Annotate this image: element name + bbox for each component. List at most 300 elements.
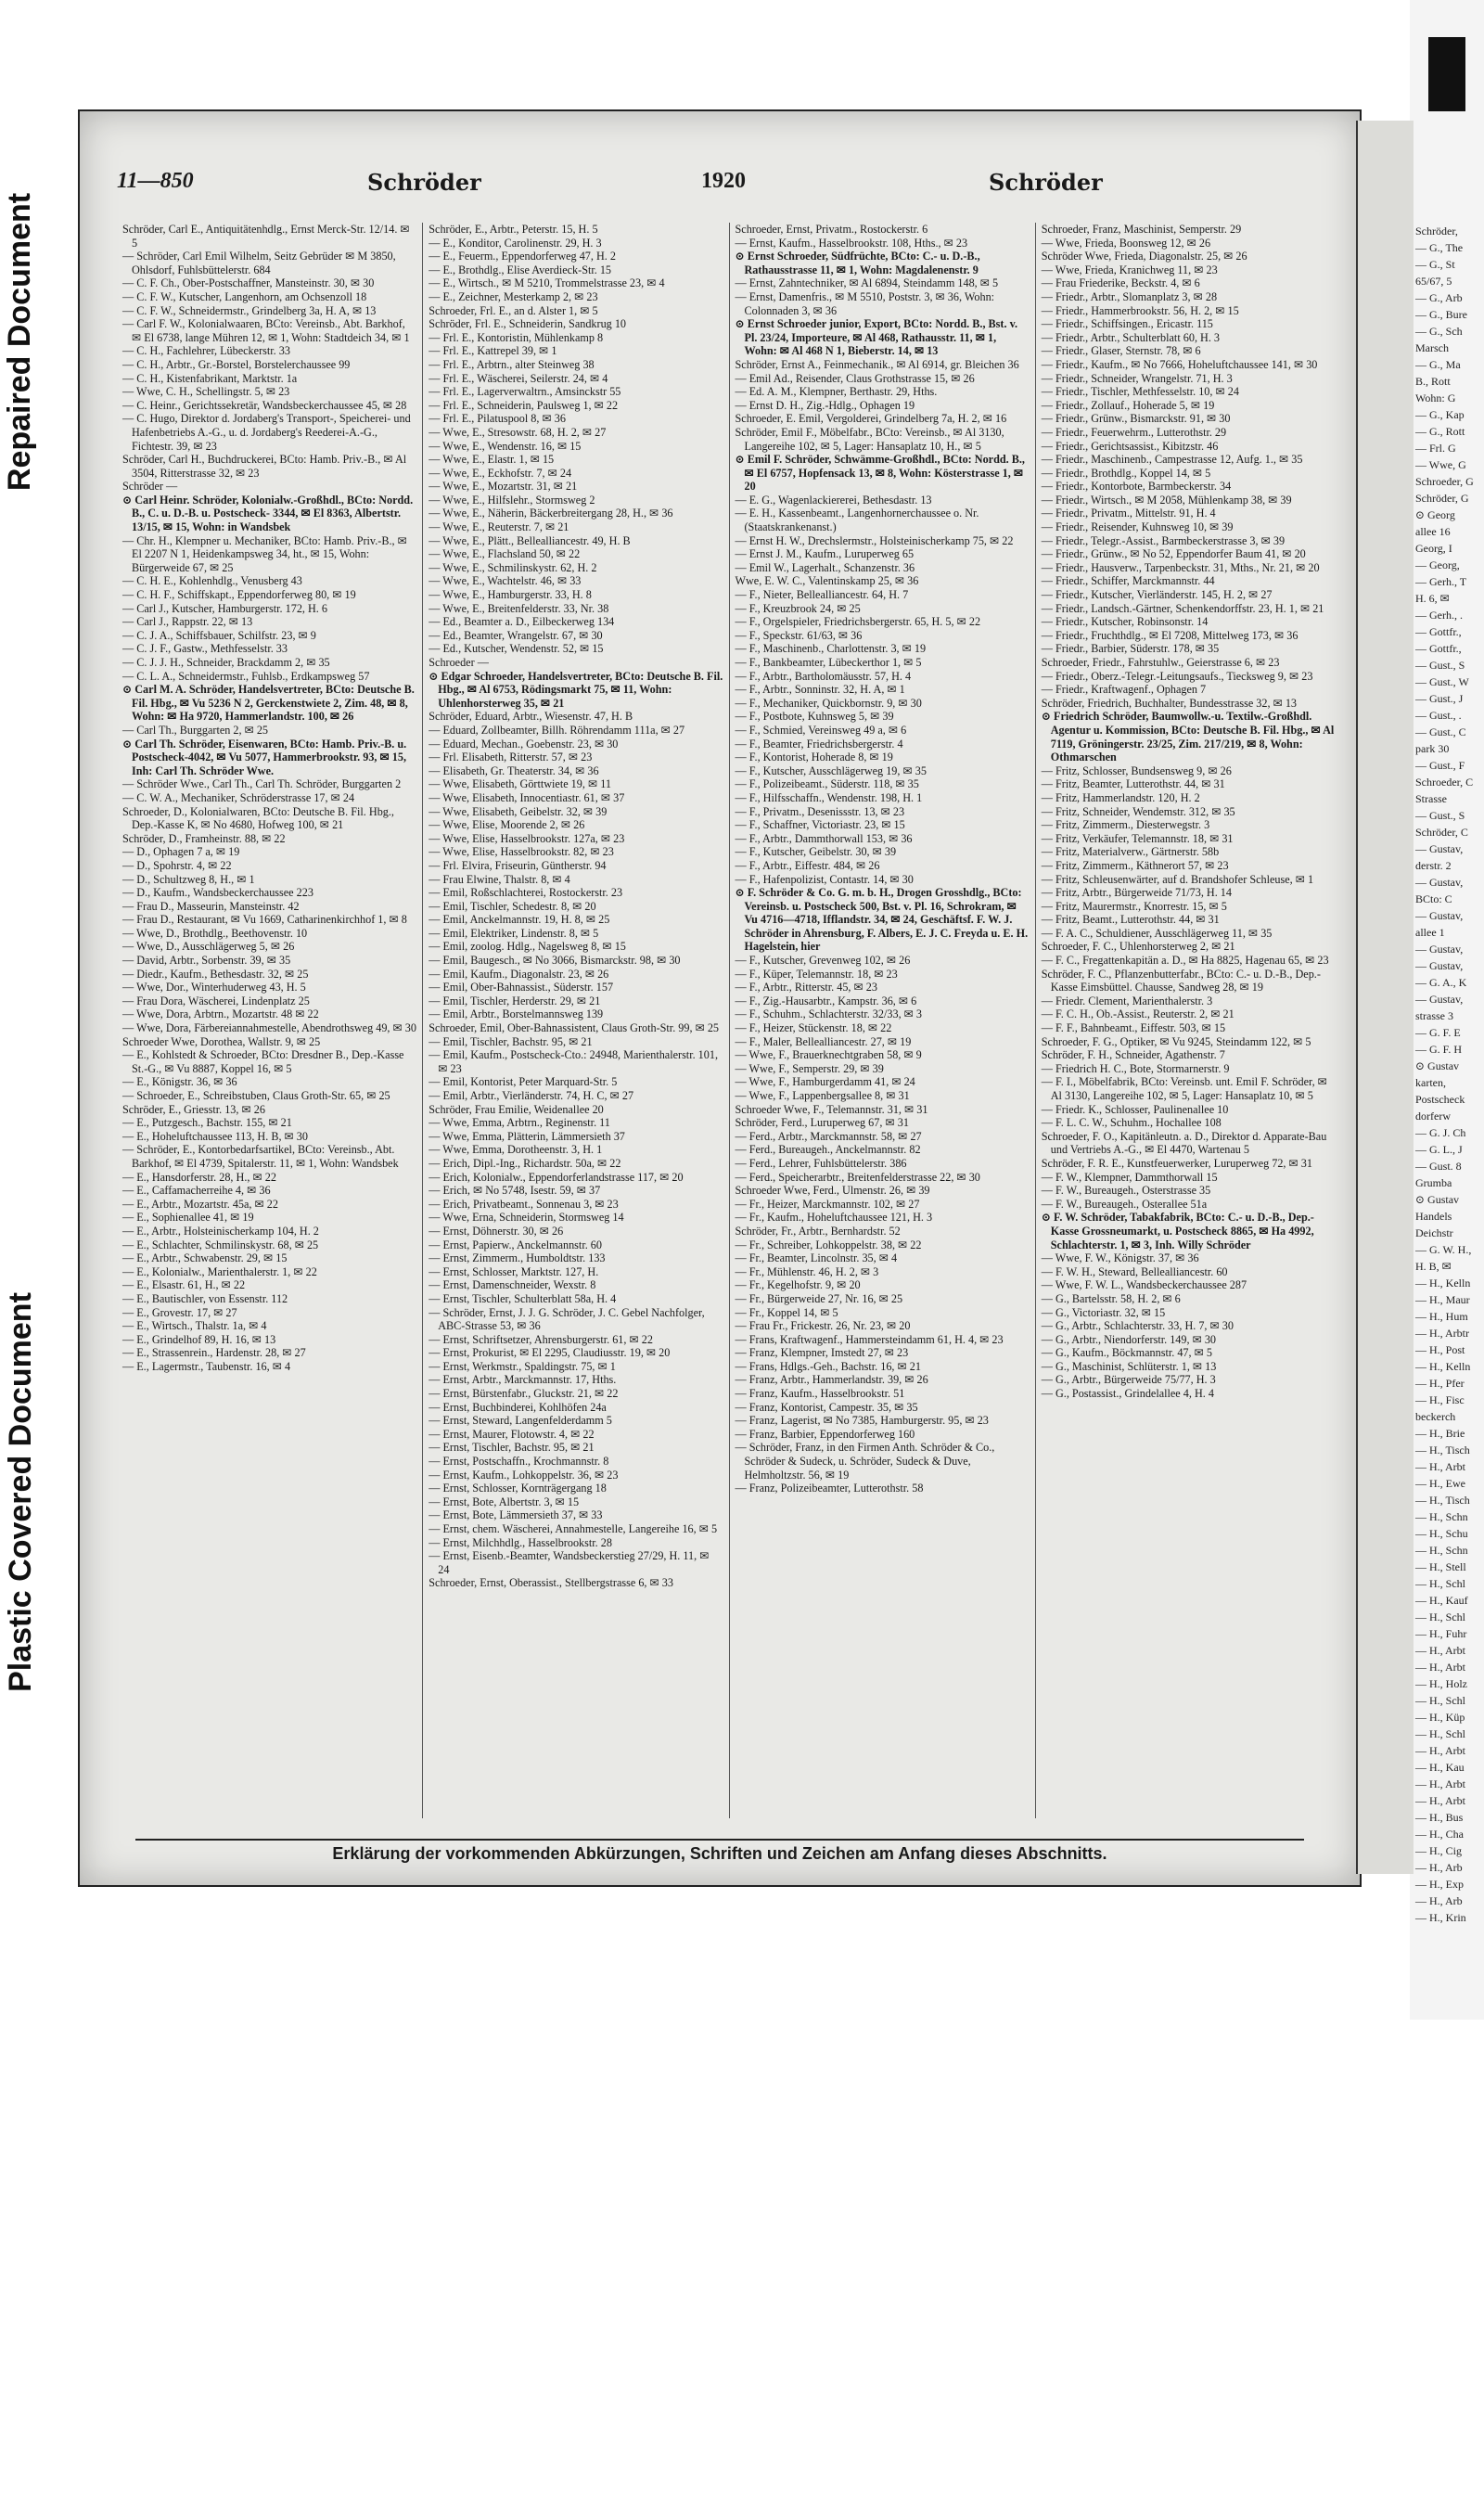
fragment-line: — H., Schl — [1415, 1727, 1465, 1740]
directory-entry: — Wwe, C. H., Schellingstr. 5, ✉ 23 — [122, 385, 290, 399]
fragment-line: — G., Rott — [1415, 425, 1465, 438]
directory-entry: — F., Speckstr. 61/63, ✉ 36 — [735, 628, 863, 642]
directory-entry: — Ernst, Zahntechniker, ✉ Al 6894, Steindamm 148, ✉ 5 — [735, 276, 999, 290]
fragment-line: — H., Arbt — [1415, 1661, 1465, 1674]
directory-entry: — C. W. A., Mechaniker, Schröderstrasse 17, ✉ 24 — [122, 790, 355, 804]
directory-entry: — Wwe, E., Schmilinskystr. 62, H. 2 — [429, 560, 597, 574]
directory-entry: Schroeder Wwe, Dorothea, Wallstr. 9, ✉ 25 — [122, 1034, 321, 1048]
directory-entry: — Wwe, E., Näherin, Bäckerbreitergang 28, H., ✉ 36 — [429, 507, 673, 520]
directory-entry: — Emil, Kontorist, Peter Marquard-Str. 5 — [429, 1075, 618, 1089]
directory-entry: Schroeder — — [429, 656, 489, 669]
directory-entry: — C. H., Arbtr., Gr.-Borstel, Borstelerchaussee 99 — [122, 357, 351, 371]
fragment-line: — H., Post — [1415, 1343, 1465, 1356]
directory-entry: — Frl. E., Wäscherei, Seilerstr. 24, ✉ 4 — [429, 371, 608, 385]
directory-entry: ⊙ Friedrich Schröder, Baumwollw.-u. Textilw.-Großhdl. Agentur u. Kommission, BCto: Deutsche B. Fil. Hbg., ✉ Al 7119, Gröningerstr. 23/25, Zim. 217/219, ✉ 8, Wohn: Othmarschen — [1041, 710, 1335, 764]
directory-entry: — F. L. C. W., Schuhm., Hochallee 108 — [1041, 1116, 1222, 1130]
directory-entry: — Ernst, Bote, Albertstr. 3, ✉ 15 — [429, 1495, 580, 1508]
header-name-right: Schröder — [989, 169, 1103, 196]
directory-entry: — Wwe, Dora, Färbereiannahmestelle, Abendrothsweg 49, ✉ 30 — [122, 1021, 416, 1035]
fragment-line: — H., Schl — [1415, 1694, 1465, 1707]
directory-entry: — Wwe, Dor., Winterhuderweg 43, H. 5 — [122, 981, 306, 994]
directory-entry: Schroeder, Emil, Ober-Bahnassistent, Claus Groth-Str. 99, ✉ 25 — [429, 1021, 720, 1035]
fragment-line: BCto: C — [1415, 892, 1452, 905]
directory-entry: — Ernst, Postschaffn., Krochmannstr. 8 — [429, 1455, 609, 1469]
directory-entry: — Schröder, Carl Emil Wilhelm, Seitz Gebrüder ✉ M 3850, Ohlsdorf, Fuhlsbüttelerstr. 684 — [122, 250, 396, 276]
directory-entry: Schroeder, E. Emil, Vergolderei, Grindelberg 7a, H. 2, ✉ 16 — [735, 412, 1007, 426]
directory-entry: — Ernst, Arbtr., Marckmannstr. 17, Hths. — [429, 1373, 617, 1387]
directory-entry: — Friedr., Barbier, Süderstr. 178, ✉ 35 — [1041, 642, 1220, 656]
fragment-line: allee 1 — [1415, 926, 1445, 939]
directory-entry: — Emil, Arbtr., Vierländerstr. 74, H. C, ✉ 27 — [429, 1089, 634, 1102]
directory-entry: — F. C., Fregattenkapitän a. D., ✉ Ha 8825, Hagenau 65, ✉ 23 — [1041, 954, 1329, 968]
column-1 — [117, 223, 422, 1818]
fragment-line: — H., Schn — [1415, 1510, 1468, 1523]
adjacent-page-fragment — [1415, 223, 1484, 1924]
directory-entry: Schröder — — [122, 480, 178, 494]
directory-entry: Schröder, D., Framheinstr. 88, ✉ 22 — [122, 831, 286, 845]
directory-entry: — Fritz, Arbtr., Bürgerweide 71/73, H. 14 — [1041, 886, 1232, 900]
fragment-line: H. B, ✉ — [1415, 1260, 1452, 1273]
directory-entry: — G., Maschinist, Schlüterstr. 1, ✉ 13 — [1041, 1359, 1217, 1373]
fragment-line: Schroeder, G — [1415, 475, 1474, 488]
directory-entry: Schröder, Carl H., Buchdruckerei, BCto: Hamb. Priv.-B., ✉ Al 3504, Ritterstrasse 32, ✉ 23 — [122, 453, 407, 480]
fragment-line: — H., Kau — [1415, 1761, 1465, 1774]
directory-entry: — E., Arbtr., Mozartstr. 45a, ✉ 22 — [122, 1197, 278, 1211]
directory-entry: — Friedr., Kutscher, Vierländerstr. 145, H. 2, ✉ 27 — [1041, 588, 1273, 602]
fragment-line: Deichstr — [1415, 1226, 1453, 1239]
fragment-line: — G., St — [1415, 258, 1455, 271]
directory-entry: — F., Hafenpolizist, Contastr. 14, ✉ 30 — [735, 872, 914, 886]
directory-entry: — Erich, Kolonialw., Eppendorferlandstrasse 117, ✉ 20 — [429, 1170, 684, 1184]
directory-entry: — Wwe, Elisabeth, Geibelstr. 32, ✉ 39 — [429, 804, 608, 818]
fragment-line: — Frl. G — [1415, 442, 1456, 455]
directory-entry: — C. H., Fachlehrer, Lübeckerstr. 33 — [122, 344, 290, 358]
fragment-line: — H., Krin — [1415, 1911, 1466, 1924]
directory-entry: — E., Königstr. 36, ✉ 36 — [122, 1075, 237, 1089]
directory-entry: ⊙ Carl M. A. Schröder, Handelsvertreter, BCto: Deutsche B. Fil. Hbg., ✉ Vu 5236 N 2, Gerckenstwiete 2, Zim. 48, ✉ 8, Wohn: ✉ Ha 9720, Hammerlandstr. 100, ✉ 26 — [122, 683, 415, 724]
fragment-line: — H., Arbt — [1415, 1777, 1465, 1790]
directory-entry: — E., Wirtsch., ✉ M 5210, Trommelstrasse 23, ✉ 4 — [429, 276, 665, 290]
directory-entry: — F. W., Bureaugeh., Osterstrasse 35 — [1041, 1184, 1211, 1198]
directory-entry: — Franz, Kaufm., Hasselbrookstr. 51 — [735, 1387, 905, 1401]
directory-entry: — Ed., Beamter, Wrangelstr. 67, ✉ 30 — [429, 628, 603, 642]
directory-entry: — F., Arbtr., Sonninstr. 32, H. A, ✉ 1 — [735, 683, 905, 697]
fragment-line: — H., Tisch — [1415, 1494, 1470, 1507]
directory-entry: — G., Postassist., Grindelallee 4, H. 4 — [1041, 1387, 1214, 1401]
directory-entry: — Emil W., Lagerhalt., Schanzenstr. 36 — [735, 560, 915, 574]
directory-entry: — Emil, Ober-Bahnassist., Süderstr. 157 — [429, 981, 614, 994]
fragment-line: — Georg, — [1415, 558, 1460, 571]
directory-entry: — Ferd., Bureaugeh., Anckelmannstr. 82 — [735, 1143, 921, 1157]
directory-entry: — E., Konditor, Carolinenstr. 29, H. 3 — [429, 236, 602, 250]
directory-entry: Schroeder, Frl. E., an d. Alster 1, ✉ 5 — [429, 303, 598, 317]
fragment-line: — H., Bus — [1415, 1811, 1464, 1824]
directory-entry: — F. W., Bureaugeh., Osterallee 51a — [1041, 1197, 1208, 1211]
directory-entry: — Ferd., Arbtr., Marckmannstr. 58, ✉ 27 — [735, 1129, 922, 1143]
directory-entry: — C. F. W., Kutscher, Langenhorn, am Ochsenzoll 18 — [122, 289, 367, 303]
directory-entry: — David, Arbtr., Sorbenstr. 39, ✉ 35 — [122, 954, 291, 968]
directory-entry: — E., Zeichner, Mesterkamp 2, ✉ 23 — [429, 289, 598, 303]
directory-entry: — Wwe, Elise, Hasselbrookstr. 127a, ✉ 23 — [429, 831, 625, 845]
fragment-line: — H., Schl — [1415, 1610, 1465, 1623]
directory-entry: — Friedr., Feuerwehrm., Lutterothstr. 29 — [1041, 425, 1227, 439]
directory-entry: — C. F. W., Schneidermstr., Grindelberg 3a, H. A, ✉ 13 — [122, 303, 377, 317]
page-binding — [1356, 121, 1414, 1874]
fragment-line: — H., Kelln — [1415, 1360, 1471, 1373]
directory-entry: — Ernst, Zimmerm., Humboldtstr. 133 — [429, 1251, 606, 1265]
directory-entry: — Friedr., Telegr.-Assist., Barmbeckerstrasse 3, ✉ 39 — [1041, 533, 1286, 547]
directory-entry: — Wwe, Frieda, Boonsweg 12, ✉ 26 — [1041, 236, 1211, 250]
directory-entry: — Ernst H. W., Drechslermstr., Holsteinischerkamp 75, ✉ 22 — [735, 533, 1014, 547]
fragment-line: park 30 — [1415, 742, 1450, 755]
fragment-line: — Gust., J — [1415, 692, 1464, 705]
directory-entry: Schroeder, Ernst, Oberassist., Stellbergstrasse 6, ✉ 33 — [429, 1576, 673, 1590]
fragment-line: — Gust., S — [1415, 659, 1465, 672]
directory-entry: — F., Arbtr., Ritterstr. 45, ✉ 23 — [735, 981, 877, 994]
directory-entry: — Fr., Beamter, Lincolnstr. 35, ✉ 4 — [735, 1251, 898, 1265]
directory-entry: — Ed. A. M., Klempner, Berthastr. 29, Hths. — [735, 385, 938, 399]
directory-entry: — Wwe, E., Stresowstr. 68, H. 2, ✉ 27 — [429, 425, 607, 439]
directory-entry: — Wwe, E., Hilfslehr., Stormsweg 2 — [429, 493, 595, 507]
fragment-line: — H., Arb — [1415, 1894, 1463, 1907]
directory-entry: — Ed., Kutscher, Wendenstr. 52, ✉ 15 — [429, 642, 604, 656]
directory-entry: — F., Hilfsschaffn., Wendenstr. 198, H. 1 — [735, 790, 923, 804]
directory-entry: Schröder, Emil F., Möbelfabr., BCto: Vereinsb., ✉ Al 3130, Langereihe 102, ✉ 5, Lager: Hansaplatz 10, H., ✉ 5 — [735, 425, 1004, 453]
fragment-line: ⊙ Georg — [1415, 508, 1455, 521]
fragment-line: Postscheck — [1415, 1093, 1465, 1106]
directory-entry: Schroeder, D., Kolonialwaren, BCto: Deutsche B. Fil. Hbg., Dep.-Kasse K, ✉ No 4680, Hofweg 100, ✉ 21 — [122, 804, 394, 832]
fragment-line: — Gustav, — [1415, 959, 1464, 972]
directory-entry: — F., Arbtr., Dammthorwall 153, ✉ 36 — [735, 831, 913, 845]
directory-entry: — F. W. H., Steward, Bellealliancestr. 60 — [1041, 1264, 1228, 1278]
directory-entry: — Fr., Kegelhofstr. 9, ✉ 20 — [735, 1278, 861, 1292]
fragment-line: — H., Exp — [1415, 1878, 1464, 1891]
directory-entry: — Friedr., Grünw., Bismarckstr. 91, ✉ 30 — [1041, 412, 1231, 426]
directory-entry: Schroeder, Friedr., Fahrstuhlw., Geierstrasse 6, ✉ 23 — [1041, 656, 1280, 669]
directory-entry: Schroeder, F. G., Optiker, ✉ Vu 9245, Steindamm 122, ✉ 5 — [1041, 1034, 1311, 1048]
directory-entry: — E., Grovestr. 17, ✉ 27 — [122, 1305, 237, 1319]
directory-entry: — Eduard, Zollbeamter, Billh. Röhrendamm 111a, ✉ 27 — [429, 723, 685, 737]
fragment-line: — H., Tisch — [1415, 1443, 1470, 1456]
directory-entry: — Wwe, F., Brauerknechtgraben 58, ✉ 9 — [735, 1048, 922, 1062]
directory-entry: Schröder, Ferd., Luruperweg 67, ✉ 31 — [735, 1116, 909, 1130]
directory-entry: — Wwe, Elisabeth, Görttwiete 19, ✉ 11 — [429, 777, 611, 791]
fragment-line: — G. F. E — [1415, 1026, 1461, 1039]
directory-entry: — Friedr., Kaufm., ✉ No 7666, Hoheluftchaussee 141, ✉ 30 — [1041, 357, 1318, 371]
fragment-line: — Gust., . — [1415, 709, 1462, 722]
fragment-line: — Gottfr., — [1415, 642, 1462, 655]
directory-entry: — Franz, Barbier, Eppendorferweg 160 — [735, 1427, 915, 1441]
fragment-line: — G. F. H — [1415, 1043, 1463, 1056]
fragment-line: — H., Ewe — [1415, 1477, 1465, 1490]
fragment-line: — Gustav, — [1415, 943, 1464, 956]
directory-entry: ⊙ Ernst Schroeder, Südfrüchte, BCto: C.- u. D.-B., Rathausstrasse 11, ✉ 1, Wohn: Magdalenenstr. 9 — [735, 250, 980, 276]
directory-entry: — Frl. E., Schneiderin, Paulsweg 1, ✉ 22 — [429, 398, 619, 412]
directory-entry: — Schröder, Franz, in den Firmen Anth. Schröder & Co., Schröder & Sudeck, u. Schröder, Sudeck & Duve, Helmholtzstr. 56, ✉ 19 — [735, 1441, 995, 1482]
directory-entry: — D., Kaufm., Wandsbeckerchaussee 223 — [122, 886, 313, 900]
directory-entry: — Ferd., Lehrer, Fuhlsbüttelerstr. 386 — [735, 1156, 907, 1170]
directory-entry: Schröder, Carl E., Antiquitätenhdlg., Ernst Merck-Str. 12/14. ✉ 5 — [122, 223, 410, 250]
directory-entry: — Eduard, Mechan., Goebenstr. 23, ✉ 30 — [429, 737, 619, 751]
directory-entry: — Wwe, Elisabeth, Innocentiastr. 61, ✉ 37 — [429, 790, 625, 804]
directory-entry: — F., Nieter, Bellealliancestr. 64, H. 7 — [735, 588, 909, 602]
directory-entry: — Ernst J. M., Kaufm., Luruperweg 65 — [735, 547, 915, 561]
fragment-line: — H., Brie — [1415, 1427, 1465, 1440]
directory-entry: — Wwe, F., Semperstr. 29, ✉ 39 — [735, 1061, 884, 1075]
fragment-line: — H., Schn — [1415, 1544, 1468, 1557]
fragment-line: Handels — [1415, 1210, 1452, 1223]
directory-entry: — Carl J., Rappstr. 22, ✉ 13 — [122, 615, 253, 629]
directory-entry: — F., Kutscher, Grevenweg 102, ✉ 26 — [735, 954, 911, 968]
directory-entry: — E., Hansdorferstr. 28, H., ✉ 22 — [122, 1170, 276, 1184]
directory-entry: — E., Sophienallee 41, ✉ 19 — [122, 1211, 254, 1225]
directory-entry: — D., Spohrstr. 4, ✉ 22 — [122, 858, 232, 872]
directory-entry: — Fr., Koppel 14, ✉ 5 — [735, 1305, 838, 1319]
directory-entry: ⊙ F. Schröder & Co. G. m. b. H., Drogen Grosshdlg., BCto: Vereinsb. u. Postscheck 500, Bst. v. Pl. 16, Schrokram, ✉ Vu 4716—4718, Ifflandstr. 34, ✉ 24, Geschäftsf. F. W. J. Schröder in Ahrensburg, F. Albers, E. J. C. Freyda u. E. H. Hagelstein, hier — [735, 886, 1029, 954]
directory-entry: — G., Victoriastr. 32, ✉ 15 — [1041, 1305, 1166, 1319]
directory-entry: — Diedr., Kaufm., Bethesdastr. 32, ✉ 25 — [122, 967, 309, 981]
fragment-line: Schröder, C — [1415, 826, 1468, 839]
fragment-line: — H., Fisc — [1415, 1393, 1465, 1406]
directory-entry: — Frau Elwine, Thalstr. 8, ✉ 4 — [429, 872, 570, 886]
directory-entry: — Ernst, Papierw., Anckelmannstr. 60 — [429, 1238, 602, 1251]
directory-entry: — Fritz, Beamter, Lutterothstr. 44, ✉ 31 — [1041, 777, 1225, 791]
directory-entry: — Wwe, Elise, Moorende 2, ✉ 26 — [429, 818, 585, 832]
directory-entry: ⊙ F. W. Schröder, Tabakfabrik, BCto: C.- u. D.-B., Dep.-Kasse Grossneumarkt, u. Postscheck 8865, ✉ Ha 4992, Schlachterstr. 1, ✉ 3, Inh. Willy Schröder — [1041, 1211, 1314, 1251]
directory-entry: — F. I., Möbelfabrik, BCto: Vereinsb. unt. Emil F. Schröder, ✉ Al 3130, Langereihe 102, ✉ 5, Lager: Hansaplatz 10, ✉ 5 — [1041, 1075, 1327, 1102]
directory-entry: — E., Putzgesch., Bachstr. 155, ✉ 21 — [122, 1116, 292, 1130]
directory-entry: — Franz, Klempner, Imstedt 27, ✉ 23 — [735, 1346, 909, 1360]
directory-entry: — Wwe, Erna, Schneiderin, Stormsweg 14 — [429, 1211, 624, 1225]
fragment-line: — H., Holz — [1415, 1677, 1467, 1690]
fragment-line: Grumba — [1415, 1176, 1452, 1189]
directory-entry: — C. Hugo, Direktor d. Jordaberg's Transport-, Speicherei- und Hafenbetriebs A.-G., u. d. Jordaberg's Reederei-A.-G., Fichtestr. 39, ✉ 23 — [122, 412, 411, 453]
abbreviation-note: Erklärung der vorkommenden Abkürzungen, Schriften und Zeichen am Anfang dieses Abschnitts. — [135, 1839, 1304, 1868]
directory-entry: ⊙ Carl Heinr. Schröder, Kolonialw.-Großhdl., BCto: Nordd. B., C. u. D.-B. u. Postscheck- 3344, ✉ El 8363, Albertstr. 13/15, ✉ 15, Wohn: in Wandsbek — [122, 493, 414, 534]
directory-entry: — E., Caffamacherreihe 4, ✉ 36 — [122, 1184, 271, 1198]
directory-entry: — Wwe, D., Ausschlägerweg 5, ✉ 26 — [122, 940, 295, 954]
directory-entry: — F. F., Bahnbeamt., Eiffestr. 503, ✉ 15 — [1041, 1021, 1226, 1035]
directory-entry: — Ernst, Schriftsetzer, Ahrensburgerstr. 61, ✉ 22 — [429, 1332, 653, 1346]
directory-entry: — D., Schultzweg 8, H., ✉ 1 — [122, 872, 255, 886]
directory-entry: — Fritz, Maurermstr., Knorrestr. 15, ✉ 5 — [1041, 899, 1227, 913]
directory-entry: — Fr., Heizer, Marckmannstr. 102, ✉ 27 — [735, 1197, 920, 1211]
directory-entry: — E., Arbtr., Schwabenstr. 29, ✉ 15 — [122, 1251, 288, 1265]
directory-entry: — Frau Friederike, Beckstr. 4, ✉ 6 — [1041, 276, 1200, 290]
directory-entry: — Wwe, E., Plätt., Bellealliancestr. 49, H. B — [429, 533, 631, 547]
directory-entry: — Ernst, Damenschneider, Wexstr. 8 — [429, 1278, 596, 1292]
fragment-line: — G., Bure — [1415, 308, 1467, 321]
directory-entry: — Carl Th., Burggarten 2, ✉ 25 — [122, 723, 269, 737]
directory-entry: — Wwe, F. W., Königstr. 37, ✉ 36 — [1041, 1251, 1199, 1265]
fragment-line: Marsch — [1415, 341, 1449, 354]
directory-entry: — Friedr. K., Schlosser, Paulinenallee 10 — [1041, 1102, 1229, 1116]
directory-entry: — C. H. F., Schiffskapt., Eppendorferweg 80, ✉ 19 — [122, 588, 356, 602]
fragment-line: — H., Küp — [1415, 1711, 1465, 1724]
directory-entry: — E., Feuerm., Eppendorferweg 47, H. 2 — [429, 250, 616, 263]
fragment-line: — H., Hum — [1415, 1310, 1468, 1323]
directory-entry: — F., Kreuzbrook 24, ✉ 25 — [735, 601, 861, 615]
directory-entry: — F. A. C., Schuldiener, Ausschlägerweg 11, ✉ 35 — [1041, 926, 1273, 940]
directory-entry: — Friedr., Wirtsch., ✉ M 2058, Mühlenkamp 38, ✉ 39 — [1041, 493, 1292, 507]
directory-entry: — G., Arbtr., Schlachterstr. 33, H. 7, ✉ 30 — [1041, 1319, 1234, 1333]
directory-entry: — E., Brothdlg., Elise Averdieck-Str. 15 — [429, 263, 612, 276]
directory-entry: — Schröder Wwe., Carl Th., Carl Th. Schröder, Burggarten 2 — [122, 777, 402, 791]
directory-entry: — G., Bartelsstr. 58, H. 2, ✉ 6 — [1041, 1291, 1181, 1305]
directory-entry: Schröder, F. H., Schneider, Agathenstr. 7 — [1041, 1048, 1225, 1062]
directory-entry: — Ernst, Buchbinderei, Kohlhöfen 24a — [429, 1400, 607, 1414]
directory-entry: — Chr. H., Klempner u. Mechaniker, BCto: Hamb. Priv.-B., ✉ El 2207 N 1, Heidenkampsweg 34, ht., ✉ 15, Wohn: Bürgerweide 67, ✉ 25 — [122, 533, 407, 574]
directory-entry: — Wwe, E., Reuterstr. 7, ✉ 21 — [429, 520, 569, 534]
directory-entry: — Frans, Kraftwagenf., Hammersteindamm 61, H. 4, ✉ 23 — [735, 1332, 1004, 1346]
fragment-line: ⊙ Gustav — [1415, 1059, 1460, 1072]
fragment-line: — H., Maur — [1415, 1293, 1470, 1306]
directory-entry: — Frl. E., Arbtrn., alter Steinweg 38 — [429, 357, 595, 371]
directory-entry: — Emil, Tischler, Schedestr. 8, ✉ 20 — [429, 899, 596, 913]
directory-entry: — C. J. A., Schiffsbauer, Schilfstr. 23, ✉ 9 — [122, 628, 316, 642]
directory-entry: — Ernst, Bote, Lämmersieth 37, ✉ 33 — [429, 1508, 603, 1522]
directory-entry: — Ernst, Schlosser, Kornträgergang 18 — [429, 1482, 607, 1495]
directory-entry: — F., Mechaniker, Quickbornstr. 9, ✉ 30 — [735, 696, 922, 710]
fragment-line: — H., Kauf — [1415, 1594, 1468, 1607]
directory-entry: — Emil, Arbtr., Borstelmannsweg 139 — [429, 1007, 604, 1021]
directory-entry: — Ernst, Milchhdlg., Hasselbrookstr. 28 — [429, 1535, 612, 1549]
repaired-document-label: Repaired Document — [2, 192, 38, 492]
directory-entry: — Ernst, Maurer, Flotowstr. 4, ✉ 22 — [429, 1427, 595, 1441]
directory-entry: — Friedr., Schiffer, Marckmannstr. 44 — [1041, 574, 1215, 588]
directory-entry: — Wwe, E., Hamburgerstr. 33, H. 8 — [429, 588, 592, 602]
fragment-line: — Gerh., T — [1415, 575, 1467, 588]
directory-entry: — Fritz, Verkäufer, Telemannstr. 18, ✉ 31 — [1041, 831, 1234, 845]
fragment-line: — Gust., C — [1415, 725, 1466, 738]
directory-entry: — Friedr., Brothdlg., Koppel 14, ✉ 5 — [1041, 466, 1211, 480]
directory-entry: — Emil, Tischler, Herderstr. 29, ✉ 21 — [429, 994, 601, 1007]
directory-entry: — Friedr., Schiffsingen., Ericastr. 115 — [1041, 317, 1213, 331]
directory-entry: — Ernst, Prokurist, ✉ El 2295, Claudiusstr. 19, ✉ 20 — [429, 1346, 671, 1360]
directory-entry: — E., Strassenrein., Hardenstr. 28, ✉ 27 — [122, 1346, 306, 1360]
page-header — [117, 169, 1323, 206]
fragment-line: Schroeder, C — [1415, 776, 1474, 789]
fragment-line: — H., Cig — [1415, 1844, 1463, 1857]
directory-entry: — Emil, Roßschlachterei, Rostockerstr. 23 — [429, 886, 623, 900]
directory-entry: — F., Polizeibeamt., Süderstr. 118, ✉ 35 — [735, 777, 919, 791]
directory-entry: — E., Grindelhof 89, H. 16, ✉ 13 — [122, 1332, 276, 1346]
fragment-line: ⊙ Gustav — [1415, 1193, 1460, 1206]
directory-entry: — F., Bankbeamter, Lübeckerthor 1, ✉ 5 — [735, 656, 922, 669]
directory-entry: — C. H. E., Kohlenhdlg., Venusberg 43 — [122, 574, 302, 588]
directory-entry: — Ferd., Speicherarbtr., Breitenfelderstrasse 22, ✉ 30 — [735, 1170, 980, 1184]
fragment-line: B., Rott — [1415, 375, 1451, 388]
fragment-line: — H., Cha — [1415, 1828, 1464, 1841]
directory-entry: — C. J. F., Gastw., Methfesselstr. 33 — [122, 642, 288, 656]
directory-entry: — D., Ophagen 7 a, ✉ 19 — [122, 845, 240, 859]
directory-entry: — C. J. J. H., Schneider, Brackdamm 2, ✉ 35 — [122, 656, 330, 669]
directory-entry: — Franz, Lagerist, ✉ No 7385, Hamburgerstr. 95, ✉ 23 — [735, 1414, 989, 1428]
directory-entry: — Friedr., Hammerbrookstr. 56, H. 2, ✉ 15 — [1041, 303, 1239, 317]
fragment-line: — H., Schl — [1415, 1577, 1465, 1590]
directory-columns — [117, 223, 1341, 1818]
directory-entry: — E., Wirtsch., Thalstr. 1a, ✉ 4 — [122, 1319, 267, 1333]
directory-entry: — F., Kutscher, Geibelstr. 30, ✉ 39 — [735, 845, 897, 859]
directory-entry: Schröder, Eduard, Arbtr., Wiesenstr. 47, H. B — [429, 710, 633, 724]
directory-entry: — Frans, Hdlgs.-Geh., Bachstr. 16, ✉ 21 — [735, 1359, 921, 1373]
directory-entry: — Franz, Kontorist, Campestr. 35, ✉ 35 — [735, 1400, 918, 1414]
directory-entry: — Friedr., Tischler, Methfesselstr. 10, ✉ 24 — [1041, 385, 1239, 399]
header-name-left: Schröder — [367, 169, 481, 196]
directory-entry: Schroeder, F. O., Kapitänleutn. a. D., Direktor d. Apparate-Bau und Vertriebs A.-G., ✉ El 4470, Wartenau 5 — [1041, 1129, 1327, 1157]
directory-entry: — Friedr., Kontorbote, Barmbeckerstr. 34 — [1041, 480, 1232, 494]
directory-entry: Schröder Wwe, Frieda, Diagonalstr. 25, ✉ 26 — [1041, 250, 1247, 263]
column-3 — [729, 223, 1035, 1818]
column-4 — [1035, 223, 1341, 1818]
directory-entry: — Friedrich H. C., Bote, Stormarnerstr. 9 — [1041, 1061, 1230, 1075]
fragment-line: — Gust., S — [1415, 809, 1465, 822]
directory-entry: — Friedr., Kutscher, Robinsonstr. 14 — [1041, 615, 1209, 629]
fragment-line: allee 16 — [1415, 525, 1451, 538]
fragment-line: dorferw — [1415, 1110, 1451, 1123]
directory-entry: — F., Arbtr., Bartholomäusstr. 57, H. 4 — [735, 669, 912, 683]
fragment-line: — G. J. Ch — [1415, 1126, 1466, 1139]
directory-entry: — G., Arbtr., Bürgerweide 75/77, H. 3 — [1041, 1373, 1216, 1387]
directory-entry: ⊙ Carl Th. Schröder, Eisenwaren, BCto: Hamb. Priv.-B. u. Postscheck-4042, ✉ Vu 5077, Hammerbrookstr. 93, ✉ 15, Inh: Carl Th. Schröder Wwe. — [122, 737, 407, 777]
directory-entry: — Friedr., Reisender, Kuhnsweg 10, ✉ 39 — [1041, 520, 1234, 534]
directory-entry: — Friedr., Glaser, Sternstr. 78, ✉ 6 — [1041, 344, 1201, 358]
fragment-line: — G., Ma — [1415, 358, 1461, 371]
directory-entry: — Schroeder, E., Schreibstuben, Claus Groth-Str. 65, ✉ 25 — [122, 1089, 390, 1102]
fragment-line: Georg, I — [1415, 542, 1452, 555]
fragment-line: — G. W. H., — [1415, 1243, 1472, 1256]
plastic-covered-label: Plastic Covered Document — [2, 1292, 38, 1692]
directory-entry: — F. W., Klempner, Dammthorwall 15 — [1041, 1170, 1218, 1184]
directory-entry: — F., Heizer, Stückenstr. 18, ✉ 22 — [735, 1021, 892, 1035]
directory-entry: — Fr., Bürgerweide 27, Nr. 16, ✉ 25 — [735, 1291, 903, 1305]
directory-entry: — Fr., Kaufm., Hoheluftchaussee 121, H. 3 — [735, 1211, 933, 1225]
fragment-line: 65/67, 5 — [1415, 275, 1452, 288]
fragment-line: — Gustav, — [1415, 909, 1464, 922]
directory-entry: — Erich, ✉ No 5748, Isestr. 59, ✉ 37 — [429, 1184, 601, 1198]
directory-entry: — Wwe, Emma, Plätterin, Lämmersieth 37 — [429, 1129, 625, 1143]
directory-entry: Wwe, E. W. C., Valentinskamp 25, ✉ 36 — [735, 574, 919, 588]
directory-entry: — Frl. E., Kattrepel 39, ✉ 1 — [429, 344, 557, 358]
directory-entry: Schröder, Ernst A., Feinmechanik., ✉ Al 6914, gr. Bleichen 36 — [735, 357, 1019, 371]
fragment-line: — H., Stell — [1415, 1560, 1466, 1573]
fragment-line: — G., The — [1415, 241, 1464, 254]
directory-entry: — F., Arbtr., Eiffestr. 484, ✉ 26 — [735, 858, 880, 872]
directory-entry: — Friedr., Grünw., ✉ No 52, Eppendorfer Baum 41, ✉ 20 — [1041, 547, 1306, 561]
directory-entry: — Wwe, Emma, Arbtrn., Reginenstr. 11 — [429, 1116, 610, 1130]
directory-entry: — E., Arbtr., Holsteinischerkamp 104, H. 2 — [122, 1224, 319, 1238]
directory-entry: — Ernst, Kaufm., Hasselbrookstr. 108, Hths., ✉ 23 — [735, 236, 968, 250]
directory-entry: — Wwe, F., Lappenbergsallee 8, ✉ 31 — [735, 1089, 910, 1102]
fragment-line: strasse 3 — [1415, 1009, 1453, 1022]
directory-entry: — Fritz, Materialverw., Gärtnerstr. 58b — [1041, 845, 1220, 859]
directory-entry: — Emil, Kaufm., Postscheck-Cto.: 24948, Marienthalerstr. 101, ✉ 23 — [429, 1048, 719, 1075]
directory-entry: — F., Küper, Telemannstr. 18, ✉ 23 — [735, 967, 898, 981]
directory-entry: — C. Heinr., Gerichtssekretär, Wandsbeckerchaussee 45, ✉ 28 — [122, 398, 407, 412]
directory-entry: — Friedr., Arbtr., Slomanplatz 3, ✉ 28 — [1041, 289, 1218, 303]
directory-page — [78, 109, 1362, 1887]
directory-entry: — G., Arbtr., Niendorferstr. 149, ✉ 30 — [1041, 1332, 1217, 1346]
fragment-line: beckerch — [1415, 1410, 1456, 1423]
fragment-line: — Gust. 8 — [1415, 1160, 1462, 1173]
directory-entry: — Friedr., Arbtr., Schulterblatt 60, H. 3 — [1041, 330, 1221, 344]
fragment-line: — H., Schu — [1415, 1527, 1468, 1540]
directory-entry: Schroeder, F. C., Uhlenhorsterweg 2, ✉ 21 — [1041, 940, 1235, 954]
directory-entry: — E., Bautischler, von Essenstr. 112 — [122, 1291, 288, 1305]
directory-entry: — Wwe, Elise, Hasselbrookstr. 82, ✉ 23 — [429, 845, 614, 859]
directory-entry: — Friedr., Landsch.-Gärtner, Schenkendorffstr. 23, H. 1, ✉ 21 — [1041, 601, 1324, 615]
directory-entry: — Ernst, Schlosser, Marktstr. 127, H. — [429, 1264, 599, 1278]
